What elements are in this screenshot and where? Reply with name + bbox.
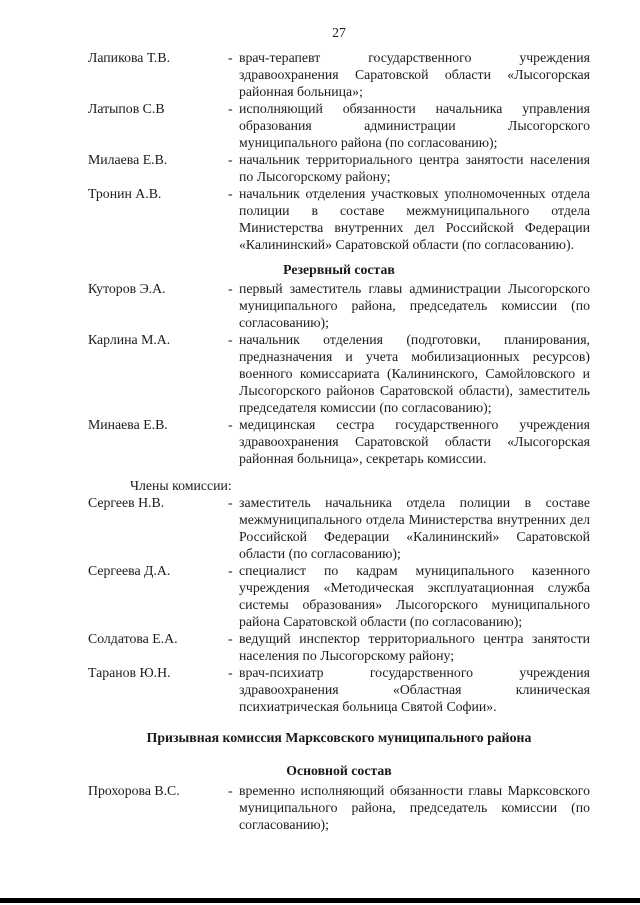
dash-separator: - xyxy=(228,665,233,680)
member-role-text: специалист по кадрам муниципального казенного учреждения «Методическая эксплуатационная служба системы образования» Лысогорского муниципального района Саратовской области (по согласованию); xyxy=(239,563,590,629)
dash-separator: - xyxy=(228,563,233,578)
dash-separator: - xyxy=(228,332,233,347)
member-role-text: начальник отделения участковых уполномоченных отдела полиции в составе межмуниципального отдела Министерства внутренних дел Российской Федерации «Калининский» Саратовской области (по согласованию). xyxy=(239,186,590,252)
member-name: Солдатова Е.А. xyxy=(88,631,178,646)
dash-separator: - xyxy=(228,186,233,201)
member-role-text: ведущий инспектор территориального центра занятости населения по Лысогорскому району; xyxy=(239,631,590,663)
member-role-text: первый заместитель главы администрации Лысогорского муниципального района, председатель комиссии (по согласованию); xyxy=(239,281,590,330)
member-role-text: временно исполняющий обязанности главы Марксовского муниципального района, председатель комиссии (по согласованию); xyxy=(239,783,590,832)
dash-separator: - xyxy=(228,101,233,116)
commission-member-row xyxy=(88,562,590,630)
member-role xyxy=(228,49,590,100)
dash-separator: - xyxy=(228,783,233,798)
member-role-text: врач-психиатр государственного учреждения здравоохранения «Областная клиническая психиатрическая больница Святой Софии». xyxy=(239,665,590,714)
member-role xyxy=(228,100,590,151)
dash-separator: - xyxy=(228,50,233,65)
member-name: Лапикова Т.В. xyxy=(88,50,171,65)
commission-list-members xyxy=(88,494,590,715)
member-name: Таранов Ю.Н. xyxy=(88,665,171,680)
scan-edge-artifact xyxy=(0,898,640,903)
commission-member-row xyxy=(88,416,590,467)
member-role-text: заместитель начальника отдела полиции в составе межмуниципального отдела Министерства внутренних дел Российской Федерации «Калининский» Саратовской области (по согласованию); xyxy=(239,495,590,561)
member-role-text: начальник отделения (подготовки, планирования, предназначения и учета мобилизационных ресурсов) военного комиссариата (Калининского, Самойловского и Лысогорского районов Саратовской области), заместитель председателя комиссии (по согласованию); xyxy=(239,332,590,415)
marks-commission-heading: Призывная комиссия Марксовского муниципального района xyxy=(146,730,532,745)
commission-member-row xyxy=(88,185,590,253)
commission-list-marks-main xyxy=(88,782,590,833)
page-number: 27 xyxy=(332,25,346,40)
commission-member-row xyxy=(88,280,590,331)
member-name: Милаева Е.В. xyxy=(88,152,168,167)
member-role xyxy=(228,782,590,833)
member-name: Карлина М.А. xyxy=(88,332,171,347)
commission-member-row xyxy=(88,782,590,833)
commission-member-row xyxy=(88,49,590,100)
member-role-text: начальник территориального центра занятости населения по Лысогорскому району; xyxy=(239,152,590,184)
dash-separator: - xyxy=(228,631,233,646)
commission-list-main xyxy=(88,49,590,253)
commission-list-reserve xyxy=(88,280,590,467)
reserve-heading: Резервный состав xyxy=(283,262,395,277)
member-role xyxy=(228,416,590,467)
dash-separator: - xyxy=(228,152,233,167)
member-name: Сергеев Н.В. xyxy=(88,495,165,510)
member-name: Прохорова В.С. xyxy=(88,783,180,798)
member-role xyxy=(228,664,590,715)
members-label: Члены комиссии: xyxy=(130,478,232,493)
member-role xyxy=(228,630,590,664)
dash-separator: - xyxy=(228,281,233,296)
commission-member-row xyxy=(88,664,590,715)
member-role-text: исполняющий обязанности начальника управления образования администрации Лысогорского муниципального района (по согласованию); xyxy=(239,101,590,150)
member-role xyxy=(228,562,590,630)
member-name: Минаева Е.В. xyxy=(88,417,168,432)
commission-member-row xyxy=(88,331,590,416)
member-role xyxy=(228,151,590,185)
commission-member-row xyxy=(88,630,590,664)
member-name: Латыпов С.В xyxy=(88,101,165,116)
member-role xyxy=(228,494,590,562)
member-role xyxy=(228,280,590,331)
commission-member-row xyxy=(88,151,590,185)
member-name: Сергеева Д.А. xyxy=(88,563,171,578)
member-name: Тронин А.В. xyxy=(88,186,162,201)
member-role xyxy=(228,185,590,253)
commission-member-row xyxy=(88,494,590,562)
member-role-text: врач-терапевт государственного учреждения здравоохранения Саратовской области «Лысогорская районная больница»; xyxy=(239,50,590,99)
dash-separator: - xyxy=(228,495,233,510)
dash-separator: - xyxy=(228,417,233,432)
member-name: Куторов Э.А. xyxy=(88,281,166,296)
member-role-text: медицинская сестра государственного учреждения здравоохранения Саратовской области «Лысогорская районная больница», секретарь комиссии. xyxy=(239,417,590,466)
main-composition-heading: Основной состав xyxy=(286,763,392,778)
member-role xyxy=(228,331,590,416)
commission-member-row xyxy=(88,100,590,151)
